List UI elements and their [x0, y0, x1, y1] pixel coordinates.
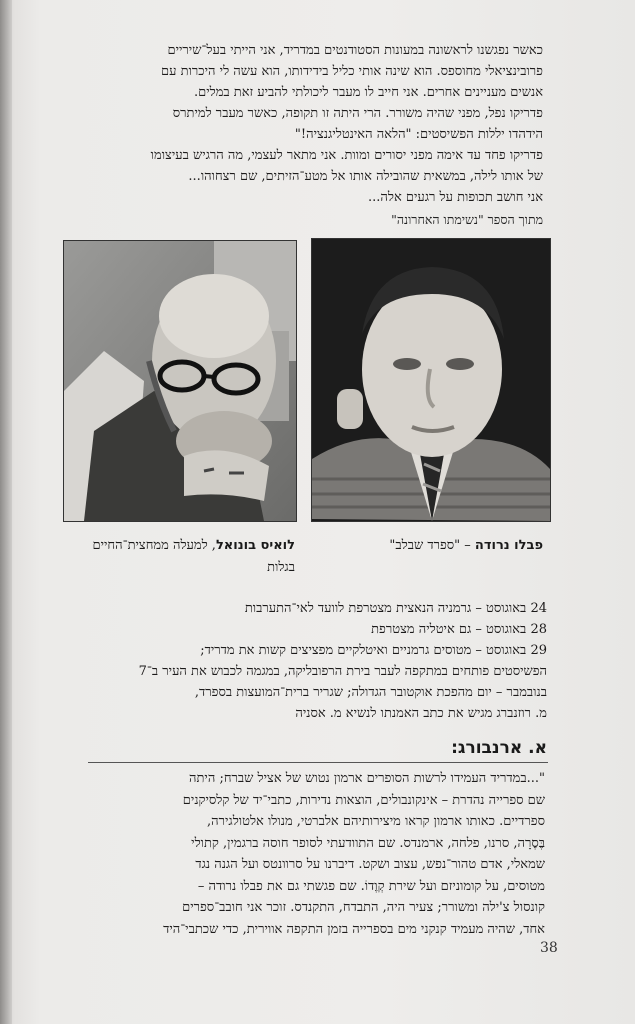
top-paragraph-line: פרובינציאלי מחוספס. הוא שינה אותי כליל בידידותו, הוא עשה לי היכרות עם [161, 64, 543, 79]
quote-line: אחד, שהיה מעמיד קנקני מים בספרייה בזמן התקפה אווירית, כדי שכתבי־היד [163, 921, 545, 937]
chronology-line: 28 באוגוסט – גם איטליה מצטרפת [371, 622, 547, 637]
photo-luis-bunuel [63, 240, 297, 522]
top-paragraph [93, 40, 543, 208]
caption-left-line2: בגלות [267, 560, 295, 575]
chronology-line: מ. רוזנברג מגיש את כתב האמנתו לנשיא מ. אסניה [295, 706, 547, 721]
quote-line: "...במדריד העמידו לרשות הסופרים ארמון נטוש של אציל שברח; היתה [189, 771, 545, 786]
top-paragraph-line: פדריקו נפל, מפני שהיה משורר. הרי היתה זו תקופה, כאשר מעבר למיתרס [172, 106, 543, 121]
top-paragraph-line: אנשים מעניינים אחרים. אני חייב לו מעבר ליכולתי להביע זאת במלים. [193, 85, 543, 100]
bunuel-portrait-image [64, 241, 296, 521]
quote-line: בֶּסֶרָה, סרנו, פלחה, ארמנדס. שם התוודעתי לסופר חוסה ברגמין, קתולי [191, 835, 545, 851]
neruda-portrait-image [312, 239, 550, 521]
quote-line: שמאלי, אדם טהור־נפש, עצוב ושקט. דיברנו על סרוונטס ועל הגנה נגד [195, 857, 545, 872]
chronology-line: בנובמבר – יום מהפכת אוקטובר הגדולה; שגריר ברית־המועצות בספרד, [194, 685, 547, 700]
heading-rule [88, 762, 548, 763]
caption-left [45, 536, 295, 578]
chronology-line: 24 באוגוסט – גרמניה הנאצית מצטרפת לוועד לאי־התערבות [244, 601, 547, 616]
photo-pablo-neruda [311, 238, 551, 522]
caption-right [313, 536, 543, 556]
top-paragraph-line: כאשר נפגשנו לראשונה במעונות הסטודנטים במדריד, אני הייתי בעל־שיריים [167, 43, 543, 58]
book-gutter [0, 0, 12, 1024]
section-heading: א. ארנבורג: [451, 738, 547, 758]
top-paragraph-line: הידהדו יללות הפשיסטים: "הלאה האינטליגנציה!" [294, 127, 543, 142]
quote-line: מטוסים, על קומוניזם ועל שירת קְוֶדוֹ. שם פגשתי גם את פבלו נרודה – [197, 878, 545, 894]
chronology-list [107, 598, 547, 724]
caption-left-name: לואיס בונואל [215, 538, 295, 553]
top-paragraph-line: פדריקו פחד עד אימה מפני יסורים ומוות. אני מתאר לעצמי, מה הרגיש בעיצומו [150, 148, 543, 163]
ehrenburg-quote [93, 768, 545, 940]
page-number: 38 [540, 940, 558, 956]
caption-right-text: – "ספרד שבלב" [389, 538, 475, 553]
quote-line: שם ספרייה נהדרת – אינקונבולים, הוצאות נדירות, כתבי־יד של קלסיקנים [182, 792, 545, 808]
chronology-line: 29 באוגוסט – מטוסים גרמניים ואיטלקיים מפציצים קשות את מדריד; [200, 643, 547, 658]
quote-line: קונסול צ'ילה ומשורר; צעיר היה, התבדח, התקנדס. זוכר אני חובב־ספרים [182, 900, 545, 915]
caption-right-name: פבלו נרודה [474, 538, 543, 553]
quote-line: ספרדיים. כאותו ארמון קראו מיצירותיהם אלברטי, מנולו אלטולגירה, [207, 814, 545, 829]
top-paragraph-line: של אותו לילה, במשאית שהובילה אותו אל מטע־הזיתים, שם רצחוהו... [188, 169, 543, 184]
top-paragraph-line: אני חושב תכופות על רגעים אלה... [367, 190, 543, 205]
source-note: מתוך הספר "נשימתו האחרונה" [391, 212, 543, 227]
caption-left-text: , למעלה ממחצית־החיים [92, 538, 216, 553]
chronology-line: הפשיסטים פותחים במתקפה לעבר בירת הרפובליקה, במגמה לכבוש את העיר ב־7 [138, 664, 547, 679]
